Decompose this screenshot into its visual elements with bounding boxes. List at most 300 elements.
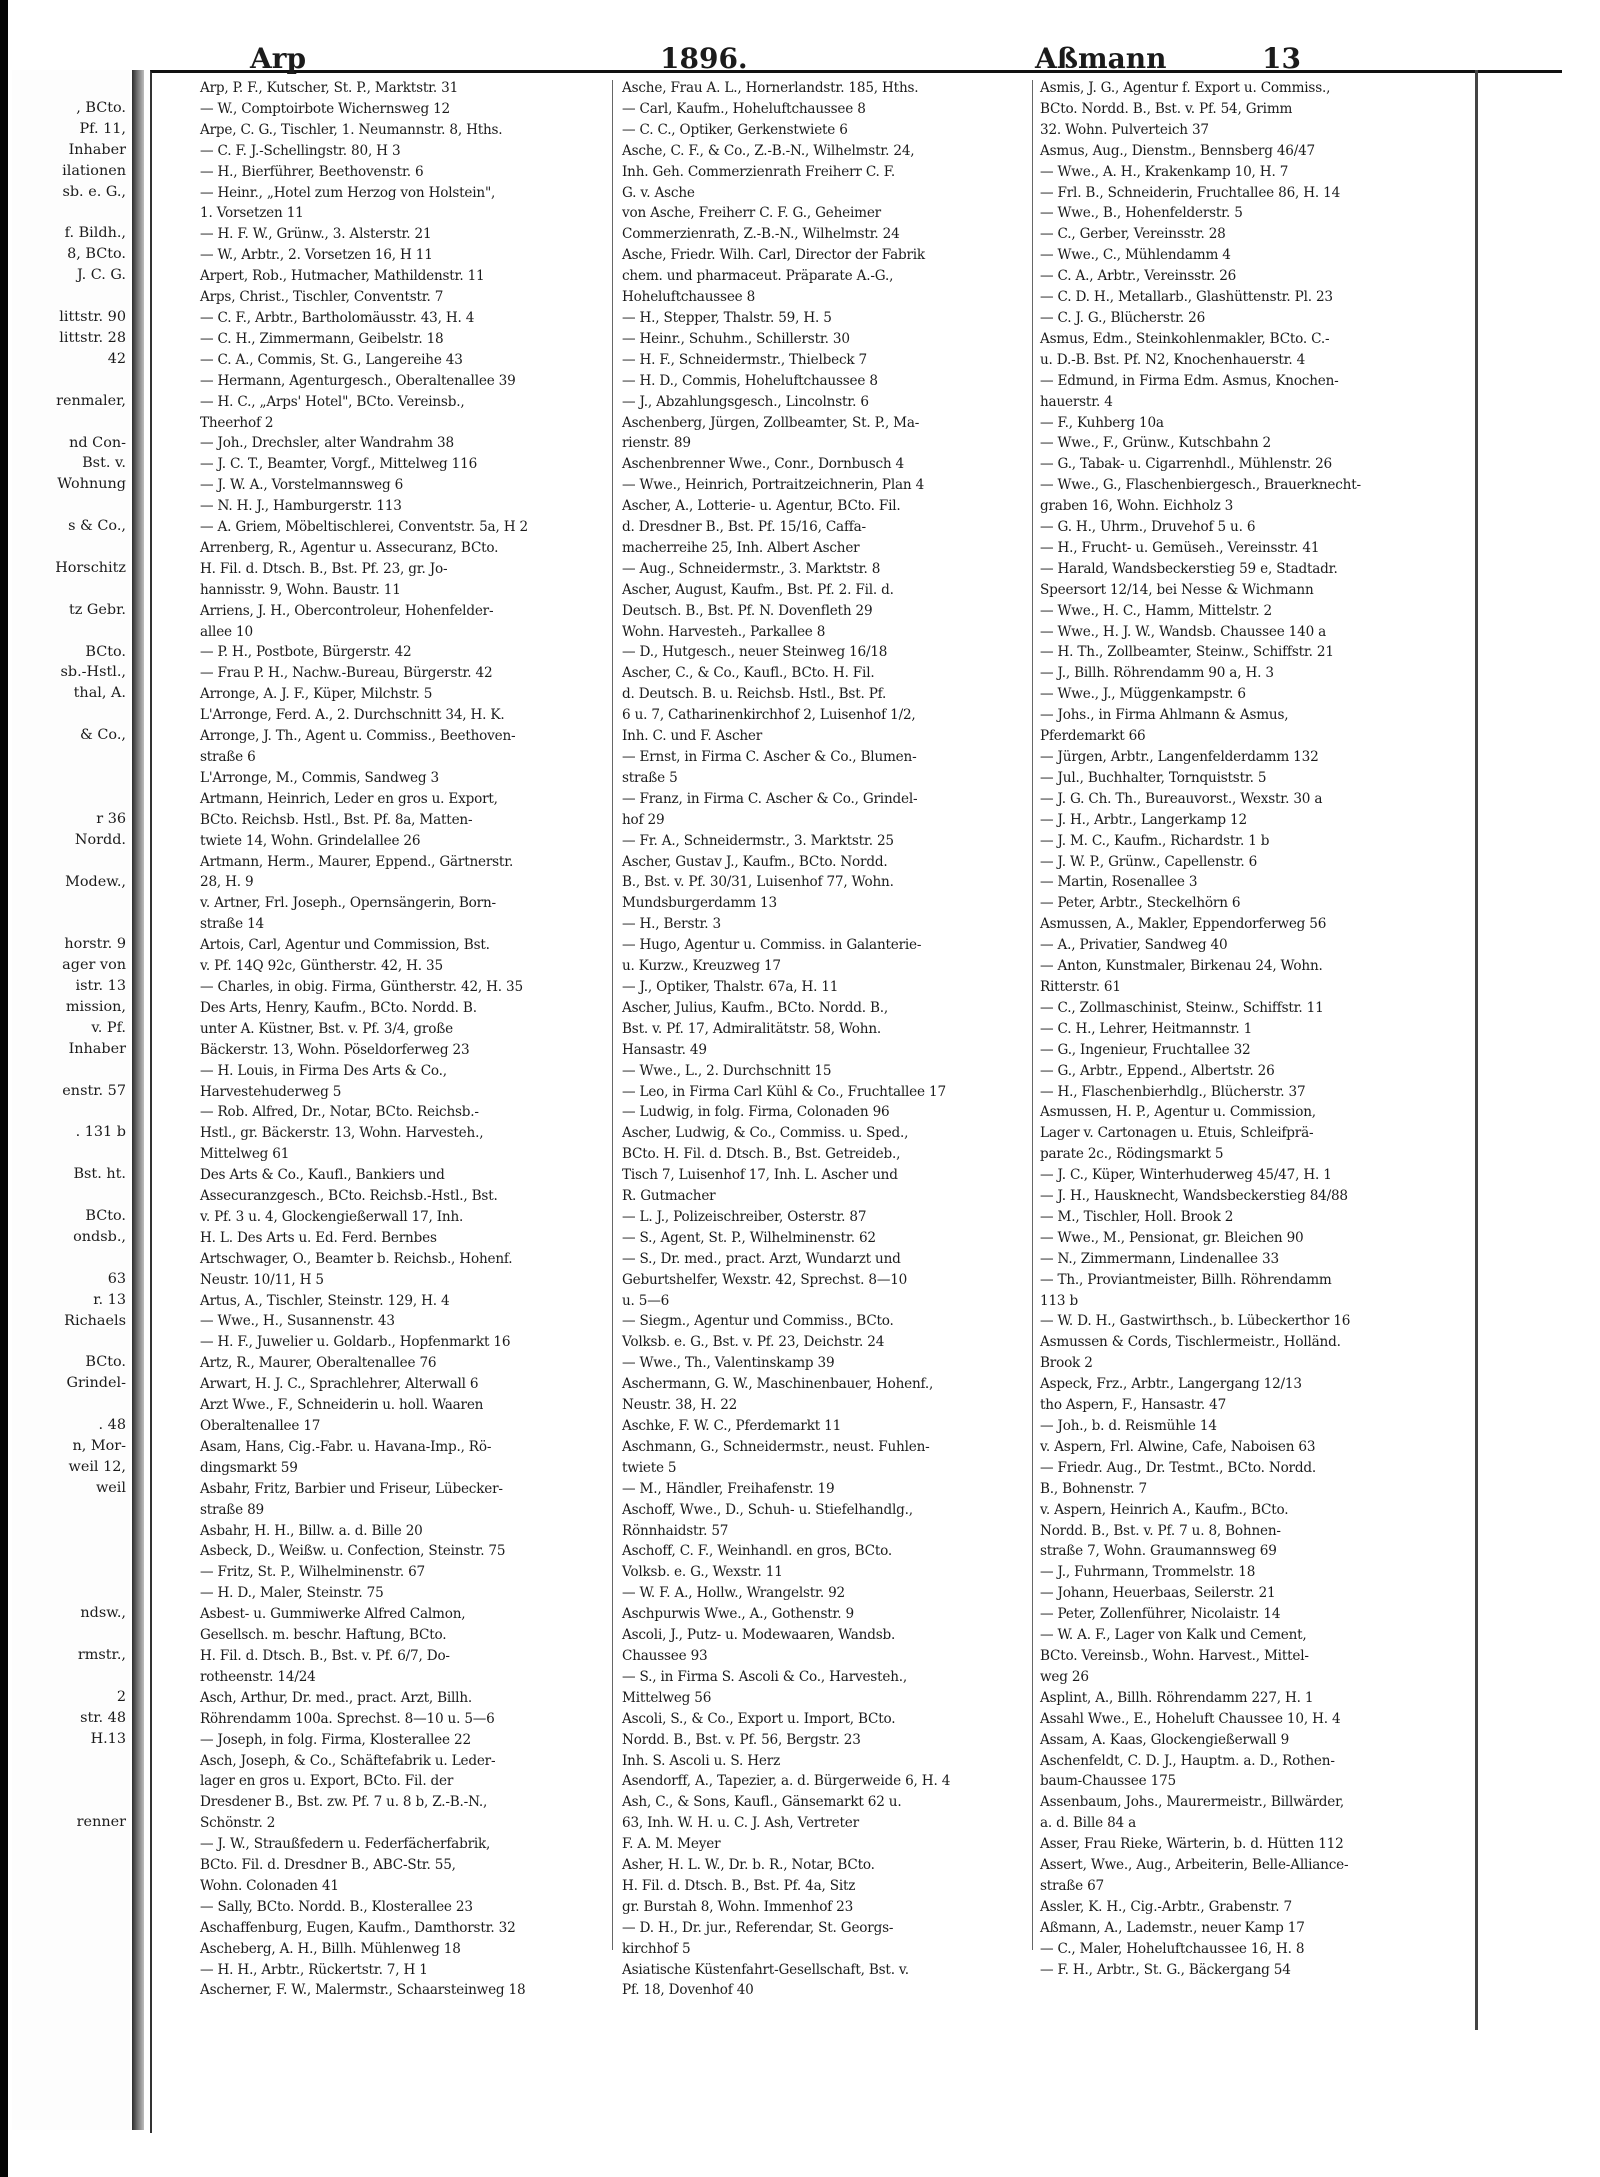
previous-page-line: v. Pf. — [91, 1019, 126, 1036]
directory-entry: — Charles, in obig. Firma, Güntherstr. 42, H. 35 — [200, 978, 523, 995]
previous-page-line: Wohnung — [57, 476, 126, 493]
directory-entry: R. Gutmacher — [622, 1188, 716, 1205]
directory-entry: G. v. Asche — [622, 184, 695, 201]
column-2 — [622, 78, 1027, 1999]
directory-entry: Ascherner, F. W., Malermstr., Schaarsteinweg 18 — [200, 1982, 526, 1999]
previous-page-line: s & Co., — [68, 518, 126, 535]
previous-page-line: . 48 — [98, 1417, 126, 1434]
directory-entry: Geburtshelfer, Wexstr. 42, Sprechst. 8—10 — [622, 1271, 908, 1288]
directory-entry: Asch, Joseph, & Co., Schäftefabrik u. Leder- — [200, 1752, 496, 1769]
directory-entry: Nordd. B., Bst. v. Pf. 56, Bergstr. 23 — [622, 1731, 861, 1748]
directory-entry: Lager v. Cartonagen u. Etuis, Schleifprä- — [1040, 1125, 1314, 1142]
directory-entry: Wohn. Harvesteh., Parkallee 8 — [622, 623, 826, 640]
directory-entry: — M., Händler, Freihafenstr. 19 — [622, 1480, 835, 1497]
directory-entry: Aschenberg, Jürgen, Zollbeamter, St. P., Ma- — [622, 414, 920, 431]
directory-entry: — C. C., Optiker, Gerkenstwiete 6 — [622, 121, 848, 138]
previous-page-line: ndsw., — [80, 1605, 126, 1622]
directory-entry: — J. W. P., Grünw., Capellenstr. 6 — [1040, 853, 1258, 870]
directory-entry: a. d. Bille 84 a — [1040, 1815, 1137, 1832]
directory-entry: Asher, H. L. W., Dr. b. R., Notar, BCto. — [622, 1857, 875, 1874]
directory-entry: BCto. Fil. d. Dresdner B., ABC-Str. 55, — [200, 1857, 456, 1874]
previous-page-line — [12, 1624, 130, 1645]
directory-entry: Asam, Hans, Cig.-Fabr. u. Havana-Imp., Rö- — [200, 1438, 492, 1455]
directory-entry: Speersort 12/14, bei Nesse & Wichmann — [1040, 581, 1314, 598]
previous-page-line: r. 13 — [93, 1291, 126, 1308]
previous-page-line: nd Con- — [69, 434, 126, 451]
directory-entry: Aschoff, C. F., Weinhandl. en gros, BCto. — [622, 1543, 893, 1560]
previous-page-line — [12, 851, 130, 872]
directory-entry: — Siegm., Agentur und Commiss., BCto. — [622, 1313, 894, 1330]
previous-page-line: tz Gebr. — [68, 601, 126, 618]
directory-entry: — Hugo, Agentur u. Commiss. in Galanterie- — [622, 937, 922, 954]
directory-entry: Asmus, Edm., Steinkohlenmakler, BCto. C.- — [1040, 330, 1330, 347]
directory-entry: Asbahr, H. H., Billw. a. d. Bille 20 — [200, 1522, 423, 1539]
directory-entry: 113 b — [1040, 1292, 1078, 1309]
directory-entry: — Leo, in Firma Carl Kühl & Co., Fruchtallee 17 — [622, 1083, 946, 1100]
book-gutter — [132, 70, 144, 2130]
directory-entry: — H. D., Commis, Hoheluftchaussee 8 — [622, 372, 878, 389]
directory-entry: — Wwe., H. C., Hamm, Mittelstr. 2 — [1040, 602, 1273, 619]
directory-entry: Asendorff, A., Tapezier, a. d. Bürgerweide 6, H. 4 — [622, 1773, 951, 1790]
previous-page-line: enstr. 57 — [62, 1082, 126, 1099]
directory-entry: Assler, K. H., Cig.-Arbtr., Grabenstr. 7 — [1040, 1898, 1292, 1915]
column-rule — [612, 80, 613, 1950]
directory-entry: Ascher, A., Lotterie- u. Agentur, BCto. Fil. — [622, 498, 901, 515]
directory-entry: Artmann, Heinrich, Leder en gros u. Export, — [200, 790, 498, 807]
directory-entry: Assecuranzgesch., BCto. Reichsb.-Hstl., Bst. — [200, 1188, 498, 1205]
directory-entry: B., Bohnenstr. 7 — [1040, 1480, 1147, 1497]
directory-entry: — Wwe., Heinrich, Portraitzeichnerin, Plan 4 — [622, 477, 925, 494]
directory-entry: — H. D., Maler, Steinstr. 75 — [200, 1585, 384, 1602]
directory-entry: Artmann, Herm., Maurer, Eppend., Gärtnerstr. — [200, 853, 514, 870]
running-head-left: Arp — [250, 42, 307, 75]
directory-entry: — Th., Proviantmeister, Billh. Röhrendamm — [1040, 1271, 1332, 1288]
directory-entry: Chaussee 93 — [622, 1647, 708, 1664]
directory-entry: — C. H., Zimmermann, Geibelstr. 18 — [200, 330, 444, 347]
directory-entry: Arriens, J. H., Obercontroleur, Hohenfelder- — [200, 602, 494, 619]
directory-entry: — Joh., Drechsler, alter Wandrahm 38 — [200, 435, 454, 452]
directory-entry: Asche, Frau A. L., Hornerlandstr. 185, Hths. — [622, 80, 919, 96]
previous-page-line: Modew., — [65, 873, 126, 890]
directory-entry: H. Fil. d. Dtsch. B., Bst. Pf. 4a, Sitz — [622, 1877, 856, 1894]
directory-entry: Hoheluftchaussee 8 — [622, 289, 756, 306]
column-3 — [1040, 78, 1448, 1978]
directory-entry: — Rob. Alfred, Dr., Notar, BCto. Reichsb.- — [200, 1104, 479, 1121]
previous-page-line — [12, 1331, 130, 1352]
running-head-right: Aßmann — [1035, 42, 1167, 75]
directory-entry: Neustr. 10/11, H 5 — [200, 1271, 324, 1288]
directory-entry: v. Artner, Frl. Joseph., Opernsängerin, Born- — [200, 895, 496, 912]
directory-entry: — J. M. C., Kaufm., Richardstr. 1 b — [1040, 832, 1270, 849]
directory-entry: — F. H., Arbtr., St. G., Bäckergang 54 — [1040, 1961, 1291, 1978]
directory-entry: v. Pf. 3 u. 4, Glockengießerwall 17, Inh. — [200, 1208, 464, 1225]
directory-entry: Arzt Wwe., F., Schneiderin u. holl. Waaren — [200, 1397, 484, 1414]
directory-entry: Aßmann, A., Lademstr., neuer Kamp 17 — [1040, 1919, 1305, 1936]
directory-entry: — Heinr., Schuhm., Schillerstr. 30 — [622, 330, 850, 347]
previous-page-line — [12, 579, 130, 600]
previous-page-line: Bst. ht. — [73, 1166, 126, 1183]
directory-entry: Artois, Carl, Agentur und Commission, Bst. — [200, 937, 490, 954]
directory-entry: Asmussen, A., Makler, Eppendorferweg 56 — [1040, 916, 1327, 933]
directory-entry: — C. A., Arbtr., Vereinsstr. 26 — [1040, 268, 1237, 285]
previous-page-line: n, Mor- — [72, 1438, 126, 1454]
directory-entry: Nordd. B., Bst. v. Pf. 7 u. 8, Bohnen- — [1040, 1522, 1281, 1539]
previous-page-line: sb.-Hstl., — [60, 664, 126, 681]
previous-page-line: Inhaber — [68, 1040, 126, 1057]
directory-entry: — L. J., Polizeischreiber, Osterstr. 87 — [622, 1208, 867, 1225]
previous-page-line — [12, 1561, 130, 1582]
directory-entry: — P. H., Postbote, Bürgerstr. 42 — [200, 644, 412, 661]
directory-entry: — S., Agent, St. P., Wilhelminenstr. 62 — [622, 1229, 876, 1246]
directory-entry: Ash, C., & Sons, Kaufl., Gänsemarkt 62 u. — [622, 1794, 902, 1811]
directory-entry: — G., Ingenieur, Fruchtallee 32 — [1040, 1041, 1251, 1058]
previous-page-line — [12, 788, 130, 809]
directory-entry: — J., Fuhrmann, Trommelstr. 18 — [1040, 1564, 1256, 1581]
directory-entry: — H. F., Juwelier u. Goldarb., Hopfenmarkt 16 — [200, 1334, 511, 1351]
directory-entry: 6 u. 7, Catharinenkirchhof 2, Luisenhof 1/2, — [622, 707, 916, 724]
directory-entry: H. Fil. d. Dtsch. B., Bst. v. Pf. 6/7, Do- — [200, 1647, 450, 1664]
directory-entry: Ascher, Ludwig, & Co., Commiss. u. Sped., — [622, 1125, 909, 1142]
directory-entry: Arpert, Rob., Hutmacher, Mathildenstr. 11 — [200, 268, 485, 285]
directory-entry: Aschke, F. W. C., Pferdemarkt 11 — [622, 1418, 842, 1434]
directory-entry: Asche, Friedr. Wilh. Carl, Director der Fabrik — [622, 247, 925, 264]
previous-page-lines — [12, 70, 130, 1833]
previous-page-line: weil — [95, 1479, 126, 1496]
previous-page-line: littstr. 28 — [59, 329, 126, 346]
directory-entry: — C. D. H., Metallarb., Glashüttenstr. Pl. 23 — [1040, 289, 1333, 306]
directory-entry: tho Aspern, F., Hansastr. 47 — [1040, 1397, 1227, 1414]
directory-entry: Inh. Geh. Commerzienrath Freiherr C. F. — [622, 163, 896, 180]
directory-entry: Commerzienrath, Z.-B.-N., Wilhelmstr. 24 — [622, 226, 900, 243]
directory-entry: Bst. v. Pf. 17, Admiralitätstr. 58, Wohn. — [622, 1020, 882, 1037]
directory-entry: — W. A. F., Lager von Kalk und Cement, — [1040, 1627, 1307, 1644]
directory-entry: — N. H. J., Hamburgerstr. 113 — [200, 498, 402, 515]
directory-entry: — H., Stepper, Thalstr. 59, H. 5 — [622, 309, 832, 326]
directory-entry: BCto. Vereinsb., Wohn. Harvest., Mittel- — [1040, 1647, 1309, 1664]
directory-entry: — Wwe., H. J. W., Wandsb. Chaussee 140 a — [1040, 623, 1327, 640]
directory-entry: Arp, P. F., Kutscher, St. P., Marktstr. 31 — [200, 80, 459, 96]
previous-page-line: ondsb., — [73, 1228, 126, 1245]
previous-page-line: 42 — [107, 350, 126, 367]
directory-entry: Asmussen, H. P., Agentur u. Commission, — [1040, 1104, 1316, 1121]
directory-entry: — H. H., Arbtr., Rückertstr. 7, H 1 — [200, 1961, 428, 1978]
previous-page-line: str. 48 — [80, 1709, 126, 1726]
directory-entry: — Wwe., B., Hohenfelderstr. 5 — [1040, 205, 1243, 222]
directory-entry: Asche, C. F., & Co., Z.-B.-N., Wilhelmstr. 24, — [622, 142, 915, 159]
directory-entry: Asplint, A., Billh. Röhrendamm 227, H. 1 — [1040, 1689, 1314, 1706]
directory-entry: Ascher, August, Kaufm., Bst. Pf. 2. Fil. d. — [622, 581, 894, 598]
previous-page-line — [12, 892, 130, 913]
directory-entry: twiete 5 — [622, 1459, 677, 1476]
directory-entry: Asmussen & Cords, Tischlermeistr., Holländ. — [1040, 1334, 1341, 1351]
directory-entry: v. Pf. 14Q 92c, Güntherstr. 42, H. 35 — [200, 958, 443, 975]
directory-entry: — Harald, Wandsbeckerstieg 59 e, Stadtadr. — [1040, 560, 1338, 577]
previous-page-line: Inhaber — [68, 141, 126, 158]
previous-page-line — [12, 621, 130, 642]
directory-entry: Ascher, C., & Co., Kaufl., BCto. H. Fil. — [622, 665, 875, 682]
directory-entry: — W., Comptoirbote Wichernsweg 12 — [200, 100, 450, 117]
directory-entry: — Wwe., G., Flaschenbiergesch., Brauerknecht- — [1040, 477, 1361, 494]
directory-entry: — C., Zollmaschinist, Steinw., Schiffstr. 11 — [1040, 999, 1324, 1016]
directory-entry: — S., Dr. med., pract. Arzt, Wundarzt und — [622, 1250, 901, 1267]
directory-entry: — N., Zimmermann, Lindenallee 33 — [1040, 1250, 1279, 1267]
directory-entry: Des Arts, Henry, Kaufm., BCto. Nordd. B. — [200, 999, 477, 1016]
previous-page-line: 2 — [116, 1688, 126, 1705]
directory-entry: — H., Bierführer, Beethovenstr. 6 — [200, 163, 424, 180]
directory-entry: — Peter, Arbtr., Steckelhörn 6 — [1040, 895, 1241, 912]
directory-entry: Tisch 7, Luisenhof 17, Inh. L. Ascher und — [622, 1167, 898, 1184]
directory-entry: Ascher, Julius, Kaufm., BCto. Nordd. B., — [622, 999, 888, 1016]
directory-entry: Röhrendamm 100a. Sprechst. 8—10 u. 5—6 — [200, 1710, 495, 1727]
directory-entry: straße 89 — [200, 1501, 264, 1518]
previous-page-line — [12, 704, 130, 725]
directory-entry: parate 2c., Rödingsmarkt 5 — [1040, 1146, 1224, 1163]
previous-page-line: Nordd. — [74, 831, 126, 848]
directory-entry: Artschwager, O., Beamter b. Reichsb., Hohenf. — [200, 1250, 513, 1267]
previous-page-line: Richaels — [64, 1312, 126, 1329]
previous-page-line: mission, — [65, 998, 126, 1015]
directory-entry: Hansastr. 49 — [622, 1041, 707, 1058]
directory-entry: — W., Arbtr., 2. Vorsetzen 16, H 11 — [200, 247, 433, 264]
directory-entry: — Jürgen, Arbtr., Langenfelderdamm 132 — [1040, 749, 1319, 765]
previous-page-line: BCto. — [85, 1354, 126, 1371]
previous-page-line — [12, 495, 130, 516]
directory-entry: Asmis, J. G., Agentur f. Export u. Commiss., — [1040, 80, 1331, 96]
directory-entry: — H. C., „Arps' Hotel", BCto. Vereinsb., — [200, 393, 465, 410]
directory-entry: — Wwe., J., Müggenkampstr. 6 — [1040, 686, 1246, 703]
directory-entry: — G., Arbtr., Eppend., Albertstr. 26 — [1040, 1062, 1275, 1079]
previous-page-line — [12, 286, 130, 307]
directory-entry: — Hermann, Agenturgesch., Oberaltenallee 39 — [200, 372, 516, 389]
directory-entry: — H., Berstr. 3 — [622, 916, 721, 933]
directory-entry: Deutsch. B., Bst. Pf. N. Dovenfleth 29 — [622, 602, 873, 619]
previous-page-line — [12, 412, 130, 433]
directory-entry: Volksb. e. G., Bst. v. Pf. 23, Deichstr. 24 — [622, 1334, 885, 1351]
directory-entry: Asbest- u. Gummiwerke Alfred Calmon, — [200, 1606, 466, 1623]
year-heading: 1896. — [660, 42, 748, 75]
directory-entry: — W. F. A., Hollw., Wrangelstr. 92 — [622, 1585, 846, 1602]
previous-page-line: & Co., — [80, 727, 126, 744]
previous-page-line — [12, 537, 130, 558]
previous-page-line: Grindel- — [66, 1375, 126, 1392]
previous-page-line: 8, BCto. — [67, 246, 126, 263]
directory-entry: Aschenfeldt, C. D. J., Hauptm. a. D., Rothen- — [1040, 1752, 1335, 1769]
directory-entry: — Jul., Buchhalter, Tornquiststr. 5 — [1040, 769, 1267, 786]
previous-page-line — [12, 1750, 130, 1771]
directory-entry: — Ludwig, in folg. Firma, Colonaden 96 — [622, 1104, 890, 1121]
directory-entry: — J., Billh. Röhrendamm 90 a, H. 3 — [1040, 665, 1274, 682]
directory-entry: — H. Louis, in Firma Des Arts & Co., — [200, 1062, 447, 1079]
directory-entry: straße 5 — [622, 769, 678, 786]
previous-page-line: r 36 — [96, 810, 126, 827]
directory-entry: — Wwe., H., Susannenstr. 43 — [200, 1313, 395, 1330]
directory-entry: — J., Optiker, Thalstr. 67a, H. 11 — [622, 978, 839, 995]
directory-entry: — J. C., Küper, Winterhuderweg 45/47, H. 1 — [1040, 1167, 1332, 1184]
directory-entry: — J. W., Straußfedern u. Federfächerfabrik, — [200, 1836, 491, 1853]
directory-entry: Des Arts & Co., Kaufl., Bankiers und — [200, 1167, 445, 1184]
directory-entry: Artus, A., Tischler, Steinstr. 129, H. 4 — [200, 1292, 450, 1309]
directory-entry: — Wwe., F., Grünw., Kutschbahn 2 — [1040, 435, 1271, 452]
directory-entry: — J. H., Hausknecht, Wandsbeckerstieg 84/88 — [1040, 1188, 1348, 1205]
directory-entry: v. Aspern, Frl. Alwine, Cafe, Naboisen 63 — [1040, 1438, 1316, 1455]
directory-entry: — G. H., Uhrm., Druvehof 5 u. 6 — [1040, 519, 1256, 536]
directory-entry: Ascheberg, A. H., Billh. Mühlenweg 18 — [200, 1940, 461, 1957]
directory-entry: Inh. C. und F. Ascher — [622, 728, 763, 745]
directory-entry: — S., in Firma S. Ascoli & Co., Harvesteh., — [622, 1668, 907, 1685]
directory-entry: Assahl Wwe., E., Hoheluft Chaussee 10, H. 4 — [1040, 1710, 1341, 1727]
directory-entry: — C. H., Lehrer, Heitmannstr. 1 — [1040, 1020, 1253, 1037]
directory-entry: Arronge, J. Th., Agent u. Commiss., Beethoven- — [200, 728, 516, 745]
directory-entry: twiete 14, Wohn. Grindelallee 26 — [200, 832, 421, 849]
directory-entry: — Wwe., A. H., Krakenkamp 10, H. 7 — [1040, 163, 1289, 180]
previous-page-line: H.13 — [90, 1730, 126, 1747]
previous-page-line: rmstr., — [77, 1647, 126, 1664]
directory-entry: straße 14 — [200, 916, 264, 933]
directory-entry: weg 26 — [1040, 1668, 1089, 1685]
directory-entry: Wohn. Colonaden 41 — [200, 1877, 339, 1894]
directory-entry: Aschmann, G., Schneidermstr., neust. Fuhlen- — [622, 1438, 930, 1455]
directory-entry: rienstr. 89 — [622, 435, 691, 452]
directory-entry: u. D.-B. Bst. Pf. N2, Knochenhauerstr. 4 — [1040, 351, 1306, 368]
directory-entry: BCto. H. Fil. d. Dtsch. B., Bst. Getreideb., — [622, 1146, 901, 1163]
previous-page-line: Bst. v. — [82, 455, 126, 472]
directory-entry: — A. Griem, Möbeltischlerei, Conventstr. 5a, H 2 — [200, 519, 528, 536]
previous-page-line: weil 12, — [68, 1458, 126, 1475]
directory-entry: — G., Tabak- u. Cigarrenhdl., Mühlenstr. 26 — [1040, 456, 1332, 473]
previous-page-line: , BCto. — [76, 100, 126, 116]
previous-page-line — [12, 203, 130, 224]
directory-entry: Asser, Frau Rieke, Wärterin, b. d. Hütten 112 — [1040, 1836, 1344, 1853]
directory-entry: — Fr. A., Schneidermstr., 3. Marktstr. 25 — [622, 832, 894, 849]
directory-entry: — A., Privatier, Sandweg 40 — [1040, 937, 1228, 954]
previous-page-line — [12, 1499, 130, 1520]
directory-entry: Bäckerstr. 13, Wohn. Pöseldorferweg 23 — [200, 1041, 470, 1058]
directory-entry: unter A. Küstner, Bst. v. Pf. 3/4, große — [200, 1020, 453, 1037]
previous-page-line — [12, 1520, 130, 1541]
directory-entry: Arps, Christ., Tischler, Conventstr. 7 — [200, 289, 444, 306]
previous-page-line — [12, 1582, 130, 1603]
directory-entry: Schönstr. 2 — [200, 1815, 276, 1832]
previous-page-line: BCto. — [85, 643, 126, 660]
directory-entry: — Wwe., Th., Valentinskamp 39 — [622, 1355, 835, 1372]
directory-entry: chem. und pharmaceut. Präparate A.-G., — [622, 268, 894, 285]
directory-entry: straße 7, Wohn. Graumannsweg 69 — [1040, 1543, 1277, 1560]
previous-page-line — [12, 1185, 130, 1206]
directory-entry: Ascoli, S., & Co., Export u. Import, BCto. — [622, 1710, 896, 1727]
directory-entry: — H. Th., Zollbeamter, Steinw., Schiffstr. 21 — [1040, 644, 1334, 661]
directory-entry: Theerhof 2 — [200, 414, 274, 431]
page-edge — [1475, 70, 1478, 2030]
previous-page-line — [12, 1143, 130, 1164]
directory-entry: — Sally, BCto. Nordd. B., Klosterallee 23 — [200, 1898, 473, 1915]
previous-page-line: J. C. G. — [76, 267, 126, 284]
directory-entry: straße 6 — [200, 749, 256, 765]
directory-entry: Asch, Arthur, Dr. med., pract. Arzt, Billh. — [200, 1689, 472, 1706]
directory-entry: 32. Wohn. Pulverteich 37 — [1040, 121, 1209, 138]
directory-entry: Mittelweg 56 — [622, 1689, 712, 1706]
directory-entry: — Anton, Kunstmaler, Birkenau 24, Wohn. — [1040, 958, 1323, 975]
directory-entry: — W. D. H., Gastwirthsch., b. Lübeckerthor 16 — [1040, 1313, 1351, 1330]
directory-entry: — Peter, Zollenführer, Nicolaistr. 14 — [1040, 1606, 1281, 1623]
directory-entry: — F., Kuhberg 10a — [1040, 414, 1164, 431]
previous-page-line — [12, 1771, 130, 1792]
directory-entry: Hstl., gr. Bäckerstr. 13, Wohn. Harvesteh., — [200, 1125, 484, 1142]
directory-entry: hauerstr. 4 — [1040, 393, 1113, 410]
previous-page-line: 63 — [107, 1270, 126, 1287]
directory-entry: — Joh., b. d. Reismühle 14 — [1040, 1418, 1217, 1434]
directory-entry: — D., Hutgesch., neuer Steinweg 16/18 — [622, 644, 888, 661]
directory-entry: — Wwe., C., Mühlendamm 4 — [1040, 247, 1231, 264]
directory-entry: Aschenbrenner Wwe., Conr., Dornbusch 4 — [622, 456, 905, 473]
scan-border — [0, 0, 8, 2177]
directory-entry: — J., Abzahlungsgesch., Lincolnstr. 6 — [622, 393, 869, 410]
directory-entry: — C., Maler, Hoheluftchaussee 16, H. 8 — [1040, 1940, 1305, 1957]
directory-entry: — C., Gerber, Vereinsstr. 28 — [1040, 226, 1226, 243]
directory-entry: Dresdener B., Bst. zw. Pf. 7 u. 8 b, Z.-B.-N., — [200, 1794, 488, 1811]
directory-entry: Arrenberg, R., Agentur u. Assecuranz, BCto. — [200, 539, 499, 556]
directory-entry: — J. H., Arbtr., Langerkamp 12 — [1040, 811, 1247, 828]
directory-entry: — Johann, Heuerbaas, Seilerstr. 21 — [1040, 1585, 1276, 1602]
directory-entry: Asmus, Aug., Dienstm., Bennsberg 46/47 — [1040, 142, 1315, 159]
directory-entry: Asbahr, Fritz, Barbier und Friseur, Lübecker- — [200, 1480, 503, 1497]
previous-page-line — [12, 1791, 130, 1812]
previous-page-line: sb. e. G., — [62, 183, 126, 200]
directory-entry: Assert, Wwe., Aug., Arbeiterin, Belle-Alliance- — [1040, 1857, 1349, 1874]
directory-entry: Rönnhaidstr. 57 — [622, 1522, 729, 1539]
directory-entry: — C. F. J.-Schellingstr. 80, H 3 — [200, 142, 401, 159]
directory-entry: Brook 2 — [1040, 1355, 1093, 1372]
previous-page-line — [12, 1248, 130, 1269]
directory-entry: — C. J. G., Blücherstr. 26 — [1040, 309, 1206, 326]
directory-entry: Arpe, C. G., Tischler, 1. Neumannstr. 8, Hths. — [200, 121, 503, 138]
directory-entry: macherreihe 25, Inh. Albert Ascher — [622, 539, 860, 556]
previous-page-line — [12, 1541, 130, 1562]
directory-entry: — C. F., Arbtr., Bartholomäusstr. 43, H. 4 — [200, 309, 475, 326]
directory-entry: allee 10 — [200, 623, 253, 640]
previous-page-line: istr. 13 — [75, 978, 126, 995]
directory-entry: B., Bst. v. Pf. 30/31, Luisenhof 77, Wohn. — [622, 874, 894, 891]
directory-entry: — Edmund, in Firma Edm. Asmus, Knochen- — [1040, 372, 1339, 389]
directory-entry: — H. F., Schneidermstr., Thielbeck 7 — [622, 351, 867, 368]
directory-entry: Assam, A. Kaas, Glockengießerwall 9 — [1040, 1731, 1290, 1748]
page-number: 13 — [1262, 42, 1301, 75]
directory-entry: — H., Frucht- u. Gemüseh., Vereinsstr. 41 — [1040, 539, 1320, 556]
directory-entry: — D. H., Dr. jur., Referendar, St. Georgs- — [622, 1919, 894, 1936]
directory-entry: lager en gros u. Export, BCto. Fil. der — [200, 1773, 454, 1790]
directory-entry: hannisstr. 9, Wohn. Baustr. 11 — [200, 581, 401, 598]
previous-page-line — [12, 1060, 130, 1081]
directory-entry: Aschpurwis Wwe., A., Gothenstr. 9 — [622, 1606, 854, 1623]
directory-entry: Aspeck, Frz., Arbtr., Langergang 12/13 — [1040, 1376, 1302, 1393]
directory-entry: — Friedr. Aug., Dr. Testmt., BCto. Nordd. — [1040, 1459, 1316, 1476]
directory-entry: rotheenstr. 14/24 — [200, 1668, 316, 1685]
directory-entry: — Ernst, in Firma C. Ascher & Co., Blumen- — [622, 749, 917, 765]
directory-entry: dingsmarkt 59 — [200, 1459, 298, 1476]
directory-entry: Aschermann, G. W., Maschinenbauer, Hohenf., — [622, 1376, 934, 1393]
previous-page-line: . 131 b — [75, 1124, 126, 1141]
column-1 — [200, 78, 600, 1999]
directory-entry: Aschoff, Wwe., D., Schuh- u. Stiefelhandlg., — [622, 1501, 913, 1518]
directory-entry: — Joseph, in folg. Firma, Klosterallee 22 — [200, 1731, 471, 1748]
directory-entry: Ascher, Gustav J., Kaufm., BCto. Nordd. — [622, 853, 888, 870]
directory-entry: baum-Chaussee 175 — [1040, 1773, 1176, 1790]
directory-entry: von Asche, Freiherr C. F. G., Geheimer — [622, 205, 881, 222]
previous-page-line — [12, 767, 130, 788]
directory-entry: Oberaltenallee 17 — [200, 1418, 321, 1434]
directory-entry: Pf. 18, Dovenhof 40 — [622, 1982, 754, 1999]
directory-entry: — Carl, Kaufm., Hoheluftchaussee 8 — [622, 100, 866, 117]
directory-entry: L'Arronge, Ferd. A., 2. Durchschnitt 34, H. K. — [200, 707, 505, 724]
